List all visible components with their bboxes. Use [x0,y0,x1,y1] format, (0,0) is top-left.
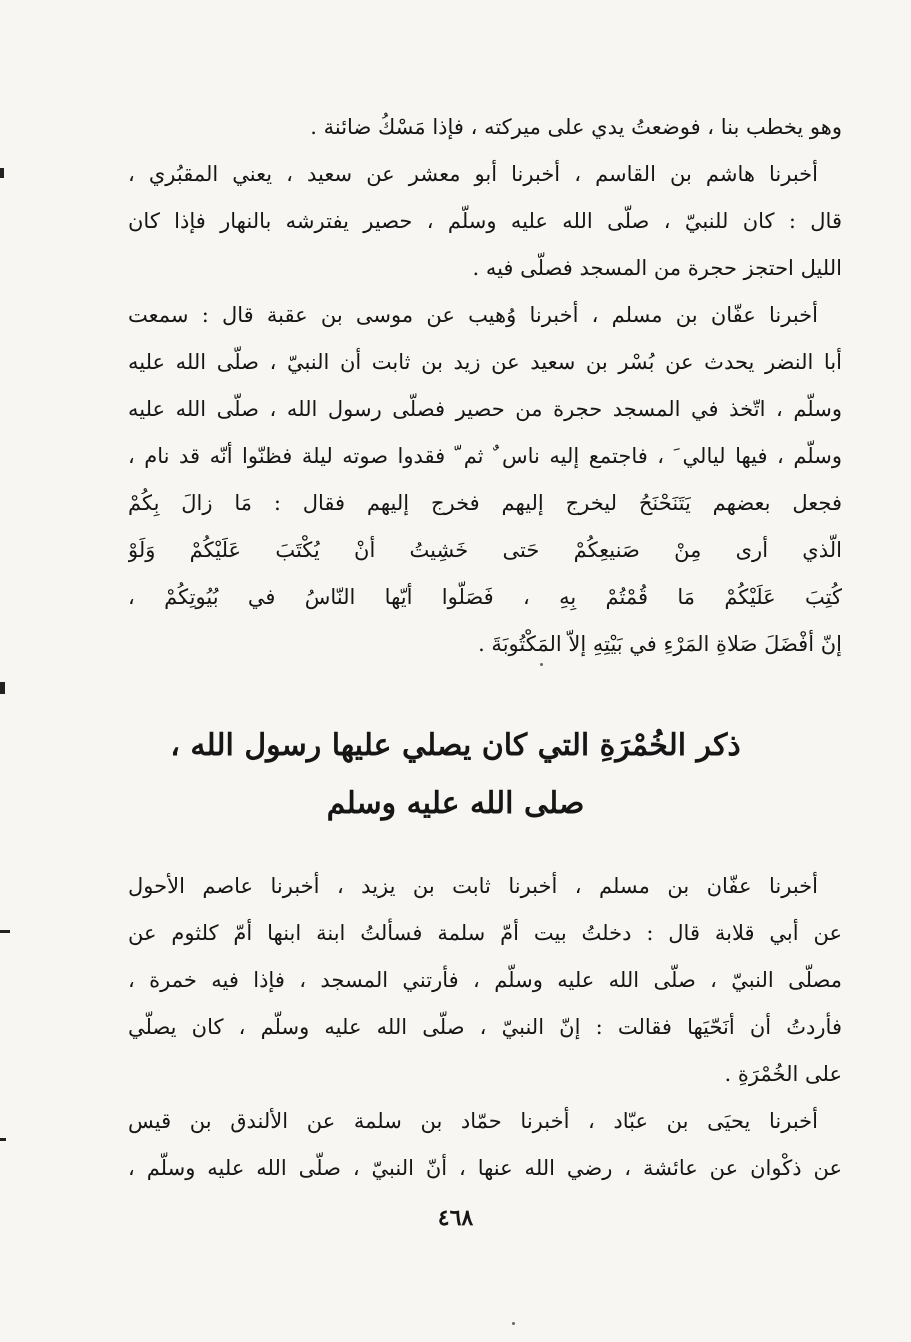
text-line: كُتِبَ عَلَيْكُمْ مَا قُمْتُمْ بِهِ ، فَصَلّوا أيّها النّاسُ في بُيُوتِكُمْ ، [128,585,842,609]
text-line: فجعل بعضهم يَتَنَحْنَحُ ليخرج إليهم فخرج إليهم فقال : مَا زالَ بِكُمْ [128,491,842,515]
text-line: عن أبي قلابة قال : دخلتُ بيت أمّ سلمة فسألتُ ابنة ابنها أمّ كلثوم عن [128,921,842,945]
text-line: أبا النضر يحدث عن بُسْر بن سعيد عن زيد بن ثابت أن النبيّ ، صلّى الله عليه [128,350,842,374]
text-line: إنّ أفْضَلَ صَلاةِ المَرْءِ في بَيْتِهِ إلاّ المَكْتُوبَةَ . [478,632,842,656]
text-line: وسلّم ، فيها ليالي َ ، فاجتمع إليه ناس ٌ ثم ّ فقدوا صوته ليلة فظنّوا أنّه قد نام ، [128,444,842,468]
section-1-text [128,104,842,668]
text-line: فأردتُ أن أنَحّيَها فقالت : إنّ النبيّ ، صلّى الله عليه وسلّم ، كان يصلّي [128,1015,842,1039]
scan-mark [0,930,10,933]
text-line: وسلّم ، اتّخذ في المسجد حجرة من حصير فصلّى رسول الله ، صلّى الله عليه [128,397,842,421]
text-line: عن ذكْوان عن عائشة ، رضي الله عنها ، أنّ النبيّ ، صلّى الله عليه وسلّم ، [128,1156,842,1180]
text-line: وهو يخطب بنا ، فوضعتُ يدي على ميركته ، فإذا مَسْكُ ضائنة . [310,115,842,139]
scan-mark [0,682,5,694]
page-number: ٤٦٨ [437,1205,474,1231]
text-line: أخبرنا هاشم بن القاسم ، أخبرنا أبو معشر عن سعيد ، يعني المقبُري ، [128,162,818,186]
chapter-heading-line-2: صلى الله عليه وسلم [326,786,585,821]
text-line: قال : كان للنبيّ ، صلّى الله عليه وسلّم ، حصير يفترشه بالنهار فإذا كان [128,209,842,233]
text-line: الليل احتجز حجرة من المسجد فصلّى فيه . [472,256,842,280]
chapter-heading-line-1: ذكر الخُمْرَةِ التي كان يصلي عليها رسول الله ، [170,728,741,763]
text-line: أخبرنا عفّان بن مسلم ، أخبرنا ثابت بن يزيد ، أخبرنا عاصم الأحول [128,874,818,898]
scan-dot [512,1322,515,1325]
scan-mark [0,1138,6,1141]
text-line: على الخُمْرَةِ . [724,1062,842,1086]
section-2-text [128,863,842,1192]
text-line: مصلّى النبيّ ، صلّى الله عليه وسلّم ، فأرتني المسجد ، فإذا فيه خمرة ، [128,968,842,992]
text-line: أخبرنا عفّان بن مسلم ، أخبرنا وُهيب عن موسى بن عقبة قال : سمعت [128,303,818,327]
scan-mark [0,168,4,178]
text-line: أخبرنا يحيَى بن عبّاد ، أخبرنا حمّاد بن سلمة عن الألندق بن قيس [128,1109,818,1133]
text-line: الّذي أرى مِنْ صَنيعِكُمْ حَتى خَشِيتُ أنْ يُكْتَبَ عَلَيْكُمْ وَلَوْ [128,538,842,562]
